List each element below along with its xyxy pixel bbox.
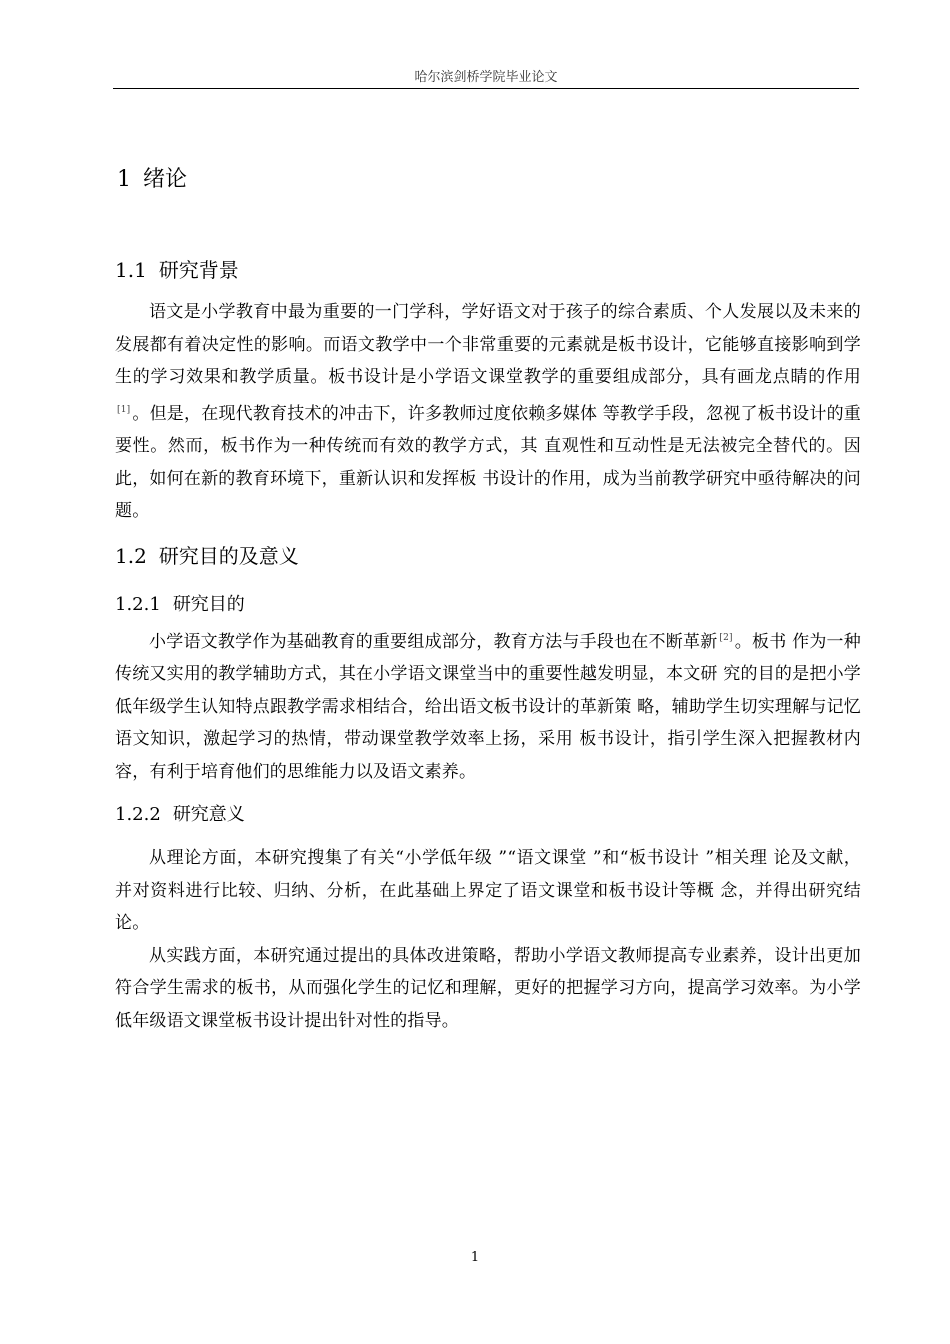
subsection-title: 研究意义 <box>172 804 245 825</box>
chapter-heading <box>117 160 861 200</box>
subsection-title: 研究目的 <box>172 593 245 615</box>
paragraph-text: 小学语文教学作为基础教育的重要组成部分，教育方法与手段也在不断革新 <box>149 631 718 652</box>
paragraph-text: 。但是，在现代教育技术的冲击下，许多教师过度依赖多媒体 等教学手段，忽视了板书设计的重要性。然而，板书作为一种传统而有效的教学方式，其 直观性和互动性是无法被完全替代的。因此，如何在新的教育环境下，重新认识和发挥板 书设计的作用，成为当前教学研究中亟待解决的问题。 <box>115 403 861 521</box>
paragraph-background <box>115 296 861 528</box>
subsection-heading-1-2-1 <box>115 588 861 622</box>
citation-ref: [1] <box>117 404 131 415</box>
section-title: 研究背景 <box>158 258 239 282</box>
page-content <box>115 160 861 1037</box>
paragraph-text: 。板书 作为一种传统又实用的教学辅助方式，其在小学语文课堂当中的重要性越发明显，本文研 究的目的是把小学低年级学生认知特点跟教学需求相结合，给出语文板书设计的革新策 略，辅助学生切实理解与记忆语文知识，激起学习的热情，带动课堂教学效率上扬，采用 板书设计，指引学生深入把握教材内容，有利于培育他们的思维能力以及语文素养。 <box>115 631 861 782</box>
section-number: 1.1 <box>115 258 147 282</box>
section-heading-1-2 <box>115 538 861 574</box>
section-title: 研究目的及意义 <box>158 543 299 568</box>
section-heading-1-1 <box>115 252 861 288</box>
subsection-number: 1.2.1 <box>115 593 161 615</box>
paragraph-practice: 从实践方面，本研究通过提出的具体改进策略，帮助小学语文教师提高专业素养，设计出更加符合学生需求的板书，从而强化学生的记忆和理解，更好的把握学习方向，提高学习效率。为小学低年级语文课堂板书设计提出针对性的指导。 <box>115 945 861 1031</box>
subsection-heading-1-2-2 <box>115 798 861 832</box>
chapter-number: 1 <box>117 167 131 192</box>
page-number: 1 <box>470 1250 480 1265</box>
paragraph-theory: 从理论方面，本研究搜集了有关“小学低年级 ”“语文课堂 ”和“板书设计 ”相关理 论及文献，并对资料进行比较、归纳、分析，在此基础上界定了语文课堂和板书设计等概 念，并得出研究结论。 <box>115 848 861 933</box>
paragraph-text: 语文是小学教育中最为重要的一门学科，学好语文对于孩子的综合素质、个人发展以及未来的发展都有着决定性的影响。而语文教学中一个非常重要的元素就是板书设计，它能够直接影响到学生的学习效果和教学质量。板书设计是小学语文课堂教学的重要组成部分，具有画龙点睛的作用 <box>115 302 861 387</box>
header-rule <box>113 88 859 89</box>
subsection-number: 1.2.2 <box>115 804 161 825</box>
paragraph-purpose <box>115 622 861 789</box>
chapter-title: 绪论 <box>143 167 188 192</box>
page-header: 哈尔滨剑桥学院毕业论文 <box>414 70 558 85</box>
section-number: 1.2 <box>115 543 147 568</box>
citation-ref: [2] <box>719 632 733 643</box>
